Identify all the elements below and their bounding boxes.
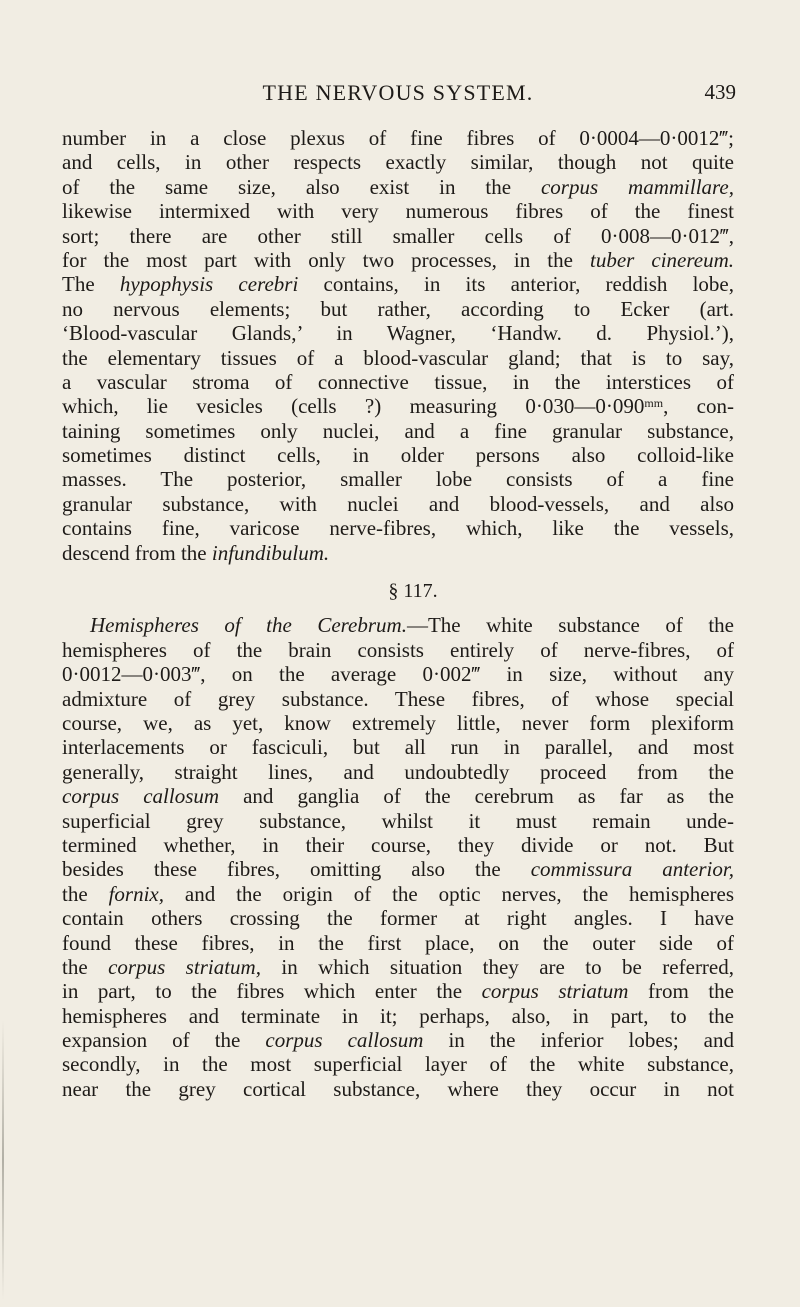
text-line: the corpus striatum, in which situation they are to be referred,	[62, 954, 734, 979]
term-corpus-striatum: corpus striatum,	[108, 954, 261, 979]
term-hypophysis-cerebri: hypophysis cerebri	[119, 272, 299, 297]
term-corpus-striatum: corpus striatum	[481, 979, 629, 1004]
text-line: besides these fibres, omitting also the commissura anterior,	[62, 857, 734, 882]
text-line: which, lie vesicles (cells ?) measuring $0\cdot 030—0\cdot 090^{mm}$, con-	[62, 394, 734, 419]
text-line: hemispheres of the brain consists entirely of nerve-fibres, of	[62, 637, 734, 662]
unit-superscript: mm	[644, 396, 664, 411]
text-line: superficial grey substance, whilst it must remain unde-	[62, 808, 734, 833]
text-line: contains fine, varicose nerve-fibres, which, like the vessels,	[62, 516, 734, 541]
text-line: corpus callosum and ganglia of the cerebrum as far as the	[62, 784, 734, 809]
text-line: ‘Blood-vascular Glands,’ in Wagner, ‘Handw. d. Physiol.’),	[62, 321, 734, 346]
text-line: course, we, as yet, know extremely little, never form plexiform	[62, 711, 734, 735]
term-corpus-callosum: corpus callosum	[265, 1028, 424, 1053]
text-line: descend from the infundibulum.	[62, 540, 330, 565]
text-line: of the same size, also exist in the corpus mammillare,	[62, 174, 734, 199]
text-line: admixture of grey substance. These fibres, of whose special	[62, 686, 734, 711]
text-line: granular substance, with nuclei and blood-vessels, and also	[62, 491, 734, 516]
text-line: contain others crossing the former at right angles. I have	[62, 906, 734, 931]
text-line: in part, to the fibres which enter the corpus striatum from the	[62, 979, 735, 1004]
running-title: THE NERVOUS SYSTEM.	[262, 80, 534, 105]
term-tuber-cinereum: tuber cinereum.	[590, 247, 734, 272]
text-line: number in a close plexus of fine fibres of 0·0004—0·0012‴;	[62, 126, 734, 150]
text-line: The hypophysis cerebri contains, in its anterior, reddish lobe,	[62, 272, 734, 297]
body-text	[62, 126, 734, 1101]
text-line: generally, straight lines, and undoubtedly proceed from the	[62, 759, 734, 784]
text-line: sometimes distinct cells, in older persons also colloid-like	[62, 443, 734, 468]
term-corpus-mammillare: corpus mammillare,	[540, 174, 734, 199]
page-number: 439	[704, 80, 736, 104]
section-heading: Hemispheres of the Cerebrum.	[90, 613, 407, 638]
text-line: hemispheres and terminate in it; perhaps, also, in part, to the	[62, 1003, 734, 1028]
text-line: the fornix, and the origin of the optic nerves, the hemispheres	[62, 881, 735, 906]
page-header	[62, 80, 734, 114]
text-line: interlacements or fasciculi, but all run in parallel, and most	[62, 735, 734, 760]
text-line: likewise intermixed with very numerous fibres of the finest	[62, 199, 734, 224]
section-number: § 117.	[388, 580, 438, 603]
text-line: near the grey cortical substance, where they occur in not	[62, 1076, 734, 1101]
term-fornix: fornix,	[108, 881, 164, 906]
term-corpus-callosum: corpus callosum	[62, 784, 220, 809]
text-line: sort; there are other still smaller cells of 0·008—0·012‴,	[62, 223, 734, 248]
text-line: expansion of the corpus callosum in the inferior lobes; and	[62, 1028, 735, 1053]
text-line: and cells, in other respects exactly similar, though not quite	[62, 150, 734, 175]
term-commissura-anterior: commissura anterior,	[530, 857, 734, 882]
page-edge-shadow	[2, 1020, 4, 1300]
text-line: a vascular stroma of connective tissue, in the interstices of	[62, 369, 734, 394]
text-line: masses. The posterior, smaller lobe consists of a fine	[62, 467, 734, 492]
text-line: the elementary tissues of a blood-vascular gland; that is to say,	[62, 345, 734, 370]
text-line: Hemispheres of the Cerebrum.—The white substance of the	[90, 613, 734, 638]
text-line: no nervous elements; but rather, according to Ecker (art.	[62, 296, 734, 321]
term-infundibulum: infundibulum.	[211, 540, 330, 565]
text-line: secondly, in the most superficial layer of the white substance,	[62, 1052, 734, 1077]
text-line: for the most part with only two processes, in the tuber cinereum.	[62, 247, 734, 272]
text-line: taining sometimes only nuclei, and a fine granular substance,	[62, 418, 734, 443]
text-line: 0·0012—0·003‴, on the average 0·002‴ in size, without any	[62, 662, 734, 687]
text-line: found these fibres, in the first place, on the outer side of	[62, 930, 734, 955]
text-line: termined whether, in their course, they divide or not. But	[62, 832, 734, 857]
